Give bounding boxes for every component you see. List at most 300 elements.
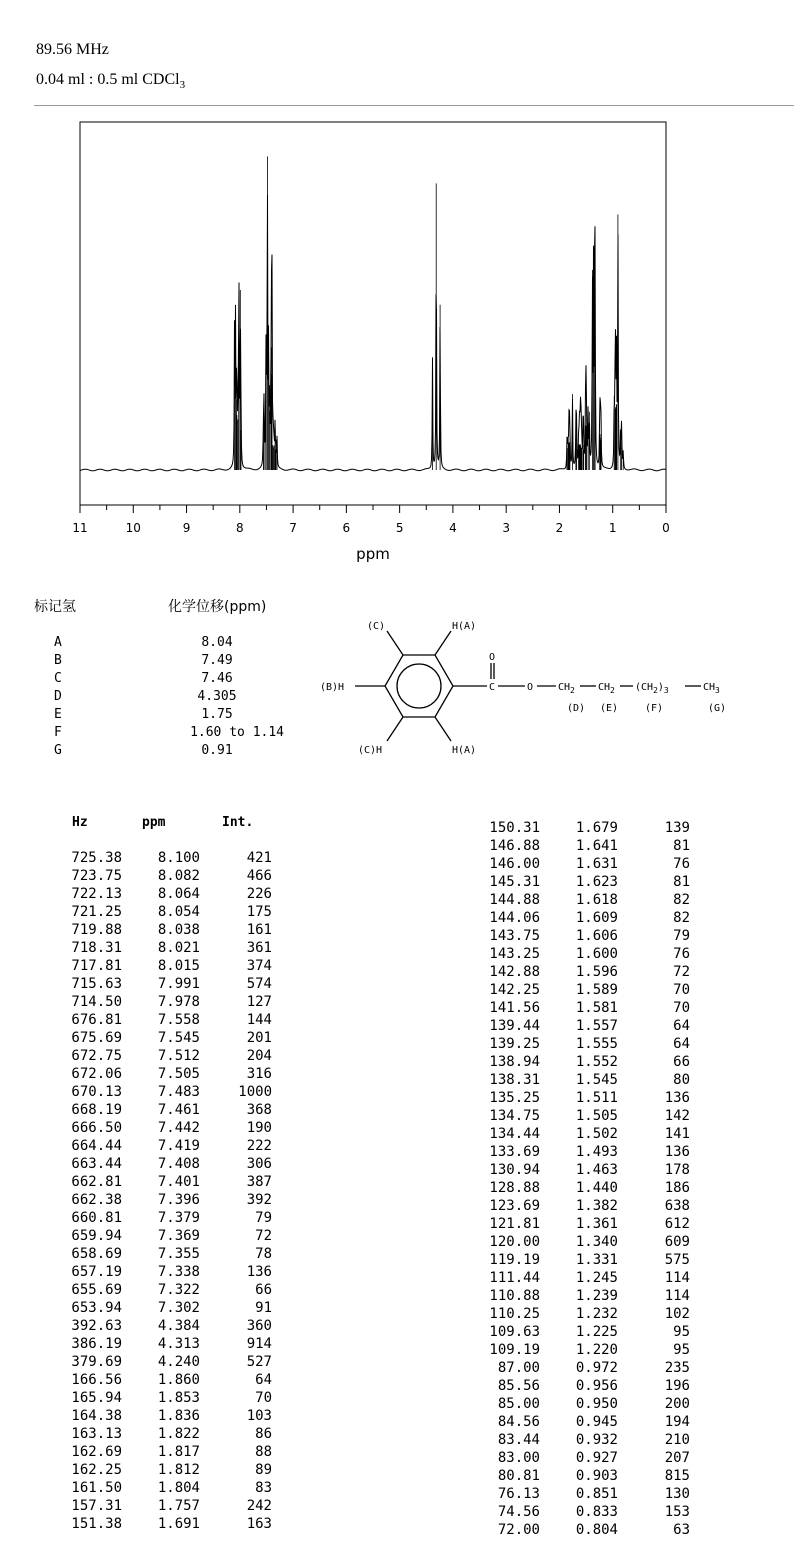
label-g: (G)	[708, 703, 727, 714]
ppm-cell: 7.302	[157, 1300, 200, 1316]
ppm-cell: 8.100	[157, 850, 200, 866]
left-table-row	[60, 940, 290, 958]
int-cell: 102	[664, 1306, 690, 1322]
left-table-row	[60, 1336, 290, 1354]
hz-cell: 662.81	[71, 1174, 122, 1190]
hz-cell: 161.50	[71, 1480, 122, 1496]
ppm-cell: 8.021	[157, 940, 200, 956]
int-cell: 196	[664, 1378, 690, 1394]
x-tick-label-5: 5	[395, 521, 404, 535]
left-table-row	[60, 1480, 290, 1498]
ppm-cell: 1.331	[575, 1252, 618, 1268]
hz-cell: 123.69	[489, 1198, 540, 1214]
ch2-f-text: (CH	[635, 682, 654, 693]
right-table-row	[478, 1360, 708, 1378]
struct-left-label: (B)H	[320, 682, 345, 693]
hz-cell: 723.75	[71, 868, 122, 884]
hz-cell: 80.81	[497, 1468, 540, 1484]
int-cell: 136	[246, 1264, 272, 1280]
hz-cell: 109.19	[489, 1342, 540, 1358]
left-table-row	[60, 1120, 290, 1138]
assignment-label: E	[54, 707, 62, 722]
x-tick-label-11: 11	[72, 521, 88, 535]
int-cell: 207	[664, 1450, 690, 1466]
int-cell: 127	[246, 994, 272, 1010]
ppm-cell: 1.502	[575, 1126, 618, 1142]
int-cell: 95	[673, 1342, 690, 1358]
assignment-shift: 1.75	[201, 707, 233, 722]
assignment-label: B	[54, 653, 62, 668]
int-cell: 316	[246, 1066, 272, 1082]
carbonyl-oxygen: O	[489, 652, 496, 663]
hz-cell: 392.63	[71, 1318, 122, 1334]
right-table-row	[478, 1126, 708, 1144]
hz-cell: 164.38	[71, 1408, 122, 1424]
hz-cell: 139.44	[489, 1018, 540, 1034]
hz-cell: 142.25	[489, 982, 540, 998]
ch3-g-sub: 3	[715, 686, 720, 695]
x-tick-label-10: 10	[125, 521, 141, 535]
nmr-spectrum-chart	[0, 0, 794, 580]
right-table-row	[478, 1108, 708, 1126]
assignment-shift: 4.305	[197, 689, 237, 704]
ch2-d-sub: 2	[570, 686, 575, 695]
left-table-row	[60, 1228, 290, 1246]
x-tick-label-3: 3	[502, 521, 511, 535]
ppm-cell: 1.679	[575, 820, 618, 836]
ppm-cell: 0.927	[575, 1450, 618, 1466]
right-table-row	[478, 1054, 708, 1072]
hz-cell: 144.88	[489, 892, 540, 908]
hz-cell: 672.06	[71, 1066, 122, 1082]
int-cell: 1000	[238, 1084, 272, 1100]
struct-top-right-label: H(A)	[452, 621, 477, 632]
hz-cell: 143.25	[489, 946, 540, 962]
ch3-g-text: CH	[703, 682, 716, 693]
ppm-cell: 1.757	[157, 1498, 200, 1514]
sample-main: 0.04 ml : 0.5 ml CDCl	[36, 71, 180, 88]
int-cell: 175	[246, 904, 272, 920]
hz-cell: 670.13	[71, 1084, 122, 1100]
molecule-structure	[315, 615, 745, 765]
ch2-f	[635, 682, 669, 695]
hz-cell: 386.19	[71, 1336, 122, 1352]
left-table-row	[60, 1084, 290, 1102]
ppm-cell: 0.851	[575, 1486, 618, 1502]
left-table-row	[60, 1210, 290, 1228]
hz-cell: 718.31	[71, 940, 122, 956]
ppm-cell: 7.379	[157, 1210, 200, 1226]
ester-oxygen: O	[527, 682, 534, 693]
hz-cell: 666.50	[71, 1120, 122, 1136]
int-cell: 575	[664, 1252, 690, 1268]
left-table-row	[60, 1372, 290, 1390]
int-cell: 82	[673, 892, 690, 908]
int-cell: 64	[255, 1372, 272, 1388]
hz-cell: 111.44	[489, 1270, 540, 1286]
hz-cell: 725.38	[71, 850, 122, 866]
left-table-row	[60, 1048, 290, 1066]
left-table-row	[60, 850, 290, 868]
left-table-row	[60, 1354, 290, 1372]
int-cell: 66	[673, 1054, 690, 1070]
right-table-row	[478, 892, 708, 910]
hz-cell: 74.56	[497, 1504, 540, 1520]
int-cell: 235	[664, 1360, 690, 1376]
hz-cell: 165.94	[71, 1390, 122, 1406]
x-tick-label-1: 1	[608, 521, 617, 535]
ch2-d	[558, 682, 575, 695]
ppm-cell: 1.557	[575, 1018, 618, 1034]
int-cell: 210	[664, 1432, 690, 1448]
left-table-row	[60, 1174, 290, 1192]
assign-header-shift: 化学位移(ppm)	[168, 599, 267, 615]
hz-cell: 157.31	[71, 1498, 122, 1514]
int-cell: 79	[255, 1210, 272, 1226]
ppm-cell: 1.245	[575, 1270, 618, 1286]
left-table-row	[60, 1156, 290, 1174]
ch2-e-text: CH	[598, 682, 611, 693]
hz-cell: 110.88	[489, 1288, 540, 1304]
ppm-cell: 1.812	[157, 1462, 200, 1478]
left-table-row	[60, 1282, 290, 1300]
col-header-hz: Hz	[72, 815, 88, 830]
assignment-shift: 1.60 to 1.14	[190, 725, 284, 740]
int-cell: 609	[664, 1234, 690, 1250]
ppm-cell: 7.355	[157, 1246, 200, 1262]
hz-cell: 119.19	[489, 1252, 540, 1268]
hz-cell: 110.25	[489, 1306, 540, 1322]
assignment-label: A	[54, 635, 62, 650]
hz-cell: 143.75	[489, 928, 540, 944]
ppm-cell: 8.082	[157, 868, 200, 884]
int-cell: 76	[673, 946, 690, 962]
x-axis-ticks	[80, 505, 666, 513]
right-table-row	[478, 1378, 708, 1396]
x-tick-label-6: 6	[342, 521, 351, 535]
right-table-row	[478, 1216, 708, 1234]
hz-cell: 663.44	[71, 1156, 122, 1172]
assignment-shift: 7.49	[201, 653, 233, 668]
x-axis-tick-labels	[72, 521, 669, 535]
int-cell: 83	[255, 1480, 272, 1496]
ppm-cell: 1.463	[575, 1162, 618, 1178]
right-table-row	[478, 1234, 708, 1252]
int-cell: 527	[246, 1354, 272, 1370]
assignment-shift: 0.91	[201, 743, 233, 758]
ppm-cell: 0.903	[575, 1468, 618, 1484]
hz-cell: 84.56	[497, 1414, 540, 1430]
hz-cell: 658.69	[71, 1246, 122, 1262]
carbonyl-carbon: C	[489, 682, 496, 693]
hz-cell: 138.94	[489, 1054, 540, 1070]
ppm-cell: 1.382	[575, 1198, 618, 1214]
int-cell: 242	[246, 1498, 272, 1514]
ppm-cell: 7.978	[157, 994, 200, 1010]
right-table-row	[478, 838, 708, 856]
ppm-cell: 7.401	[157, 1174, 200, 1190]
hz-cell: 144.06	[489, 910, 540, 926]
hz-cell: 130.94	[489, 1162, 540, 1178]
hz-cell: 139.25	[489, 1036, 540, 1052]
hz-cell: 166.56	[71, 1372, 122, 1388]
int-cell: 114	[664, 1288, 690, 1304]
ppm-cell: 0.950	[575, 1396, 618, 1412]
right-table-row	[478, 1090, 708, 1108]
ppm-cell: 7.991	[157, 976, 200, 992]
ppm-cell: 1.239	[575, 1288, 618, 1304]
ppm-cell: 0.972	[575, 1360, 618, 1376]
hz-cell: 146.88	[489, 838, 540, 854]
hz-cell: 76.13	[497, 1486, 540, 1502]
int-cell: 89	[255, 1462, 272, 1478]
int-cell: 194	[664, 1414, 690, 1430]
ppm-cell: 4.384	[157, 1318, 200, 1334]
int-cell: 136	[664, 1090, 690, 1106]
ppm-cell: 1.440	[575, 1180, 618, 1196]
ppm-cell: 1.836	[157, 1408, 200, 1424]
hz-cell: 83.44	[497, 1432, 540, 1448]
right-table-row	[478, 1252, 708, 1270]
ppm-cell: 8.064	[157, 886, 200, 902]
ch2-e-sub: 2	[610, 686, 615, 695]
int-cell: 201	[246, 1030, 272, 1046]
hz-cell: 85.56	[497, 1378, 540, 1394]
int-cell: 81	[673, 874, 690, 890]
assignment-label: F	[54, 725, 62, 740]
int-cell: 226	[246, 886, 272, 902]
int-cell: 466	[246, 868, 272, 884]
left-table-row	[60, 976, 290, 994]
int-cell: 63	[673, 1522, 690, 1538]
int-cell: 72	[673, 964, 690, 980]
hz-cell: 162.25	[71, 1462, 122, 1478]
int-cell: 88	[255, 1444, 272, 1460]
int-cell: 190	[246, 1120, 272, 1136]
assignment-shift: 7.46	[201, 671, 233, 686]
hz-cell: 134.44	[489, 1126, 540, 1142]
hz-cell: 676.81	[71, 1012, 122, 1028]
ppm-cell: 1.641	[575, 838, 618, 854]
hz-cell: 145.31	[489, 874, 540, 890]
ppm-cell: 1.853	[157, 1390, 200, 1406]
right-table-row	[478, 1288, 708, 1306]
ppm-cell: 7.338	[157, 1264, 200, 1280]
ppm-cell: 1.505	[575, 1108, 618, 1124]
int-cell: 163	[246, 1516, 272, 1532]
hz-cell: 717.81	[71, 958, 122, 974]
int-cell: 70	[255, 1390, 272, 1406]
left-table-row	[60, 1192, 290, 1210]
right-table-row	[478, 964, 708, 982]
peak-marks	[235, 156, 624, 470]
hz-cell: 142.88	[489, 964, 540, 980]
int-cell: 914	[246, 1336, 272, 1352]
int-cell: 139	[664, 820, 690, 836]
ppm-cell: 1.817	[157, 1444, 200, 1460]
ppm-cell: 1.552	[575, 1054, 618, 1070]
int-cell: 70	[673, 982, 690, 998]
ppm-cell: 1.340	[575, 1234, 618, 1250]
hz-cell: 87.00	[497, 1360, 540, 1376]
assignment-label: C	[54, 671, 62, 686]
int-cell: 79	[673, 928, 690, 944]
int-cell: 130	[664, 1486, 690, 1502]
hz-cell: 655.69	[71, 1282, 122, 1298]
hz-cell: 134.75	[489, 1108, 540, 1124]
int-cell: 186	[664, 1180, 690, 1196]
left-table-row	[60, 1300, 290, 1318]
int-cell: 392	[246, 1192, 272, 1208]
ppm-cell: 1.232	[575, 1306, 618, 1322]
col-header-ppm: ppm	[142, 815, 166, 830]
ppm-cell: 1.691	[157, 1516, 200, 1532]
x-tick-label-4: 4	[449, 521, 457, 535]
hz-cell: 141.56	[489, 1000, 540, 1016]
ppm-cell: 7.505	[157, 1066, 200, 1082]
right-table-row	[478, 1144, 708, 1162]
int-cell: 81	[673, 838, 690, 854]
assign-header-label: 标记氢	[34, 599, 76, 615]
right-table-row	[478, 820, 708, 838]
ppm-cell: 0.945	[575, 1414, 618, 1430]
ppm-cell: 1.606	[575, 928, 618, 944]
hz-cell: 379.69	[71, 1354, 122, 1370]
hz-cell: 133.69	[489, 1144, 540, 1160]
hz-cell: 657.19	[71, 1264, 122, 1280]
int-cell: 136	[664, 1144, 690, 1160]
left-table-row	[60, 1138, 290, 1156]
hz-cell: 151.38	[71, 1516, 122, 1532]
ppm-cell: 7.483	[157, 1084, 200, 1100]
right-table-row	[478, 1072, 708, 1090]
int-cell: 142	[664, 1108, 690, 1124]
ppm-cell: 1.618	[575, 892, 618, 908]
right-table-row	[478, 1180, 708, 1198]
hz-cell: 659.94	[71, 1228, 122, 1244]
ppm-cell: 1.493	[575, 1144, 618, 1160]
int-cell: 72	[255, 1228, 272, 1244]
hz-cell: 109.63	[489, 1324, 540, 1340]
ppm-cell: 8.038	[157, 922, 200, 938]
hz-cell: 138.31	[489, 1072, 540, 1088]
ch2-f-close: )	[657, 682, 664, 693]
right-table-row	[478, 1162, 708, 1180]
ppm-cell: 0.956	[575, 1378, 618, 1394]
col-header-int: Int.	[222, 815, 254, 830]
right-table-row	[478, 1486, 708, 1504]
left-table-row	[60, 1408, 290, 1426]
struct-bottom-right-label: H(A)	[452, 745, 477, 756]
int-cell: 86	[255, 1426, 272, 1442]
int-cell: 815	[664, 1468, 690, 1484]
ppm-cell: 1.545	[575, 1072, 618, 1088]
ppm-cell: 7.408	[157, 1156, 200, 1172]
left-table-row	[60, 1444, 290, 1462]
int-cell: 114	[664, 1270, 690, 1286]
hz-cell: 668.19	[71, 1102, 122, 1118]
right-table-row	[478, 1324, 708, 1342]
label-d: (D)	[567, 703, 586, 714]
int-cell: 64	[673, 1018, 690, 1034]
int-cell: 200	[664, 1396, 690, 1412]
int-cell: 103	[246, 1408, 272, 1424]
right-table-row	[478, 1450, 708, 1468]
hz-cell: 150.31	[489, 820, 540, 836]
ppm-cell: 1.225	[575, 1324, 618, 1340]
x-tick-label-0: 0	[662, 521, 670, 535]
int-cell: 374	[246, 958, 272, 974]
ppm-cell: 7.558	[157, 1012, 200, 1028]
right-table-row	[478, 1000, 708, 1018]
left-table-row	[60, 922, 290, 940]
ppm-cell: 8.054	[157, 904, 200, 920]
int-cell: 387	[246, 1174, 272, 1190]
ppm-cell: 1.596	[575, 964, 618, 980]
right-table-row	[478, 1198, 708, 1216]
int-cell: 141	[664, 1126, 690, 1142]
x-tick-label-9: 9	[182, 521, 191, 535]
int-cell: 222	[246, 1138, 272, 1154]
hz-cell: 715.63	[71, 976, 122, 992]
hz-cell: 662.38	[71, 1192, 122, 1208]
int-cell: 95	[673, 1324, 690, 1340]
ch2-f-n: 3	[663, 686, 669, 695]
left-table-row	[60, 1318, 290, 1336]
right-table-row	[478, 1468, 708, 1486]
int-cell: 70	[673, 1000, 690, 1016]
ppm-cell: 7.442	[157, 1120, 200, 1136]
hz-cell: 120.00	[489, 1234, 540, 1250]
ppm-cell: 1.609	[575, 910, 618, 926]
hz-cell: 719.88	[71, 922, 122, 938]
hz-cell: 135.25	[489, 1090, 540, 1106]
int-cell: 64	[673, 1036, 690, 1052]
int-cell: 76	[673, 856, 690, 872]
right-table-row	[478, 1522, 708, 1540]
right-table-row	[478, 1504, 708, 1522]
int-cell: 638	[664, 1198, 690, 1214]
right-table-row	[478, 1396, 708, 1414]
int-cell: 82	[673, 910, 690, 926]
hz-cell: 664.44	[71, 1138, 122, 1154]
ppm-cell: 1.631	[575, 856, 618, 872]
right-table-row	[478, 1270, 708, 1288]
right-table-row	[478, 928, 708, 946]
int-cell: 91	[255, 1300, 272, 1316]
ch2-d-text: CH	[558, 682, 571, 693]
right-table-row	[478, 946, 708, 964]
int-cell: 178	[664, 1162, 690, 1178]
ch2-f-sub: 2	[653, 686, 658, 695]
ppm-cell: 7.512	[157, 1048, 200, 1064]
int-cell: 78	[255, 1246, 272, 1262]
left-table-row	[60, 958, 290, 976]
int-cell: 421	[246, 850, 272, 866]
sample-subscript: 3	[179, 79, 186, 92]
int-cell: 612	[664, 1216, 690, 1232]
left-table-row	[60, 994, 290, 1012]
hz-cell: 722.13	[71, 886, 122, 902]
ppm-cell: 1.511	[575, 1090, 618, 1106]
assignment-label: D	[54, 689, 62, 704]
hz-cell: 721.25	[71, 904, 122, 920]
ppm-cell: 1.555	[575, 1036, 618, 1052]
int-cell: 368	[246, 1102, 272, 1118]
assignment-label: G	[54, 743, 62, 758]
right-table-row	[478, 1414, 708, 1432]
left-table-row	[60, 1012, 290, 1030]
